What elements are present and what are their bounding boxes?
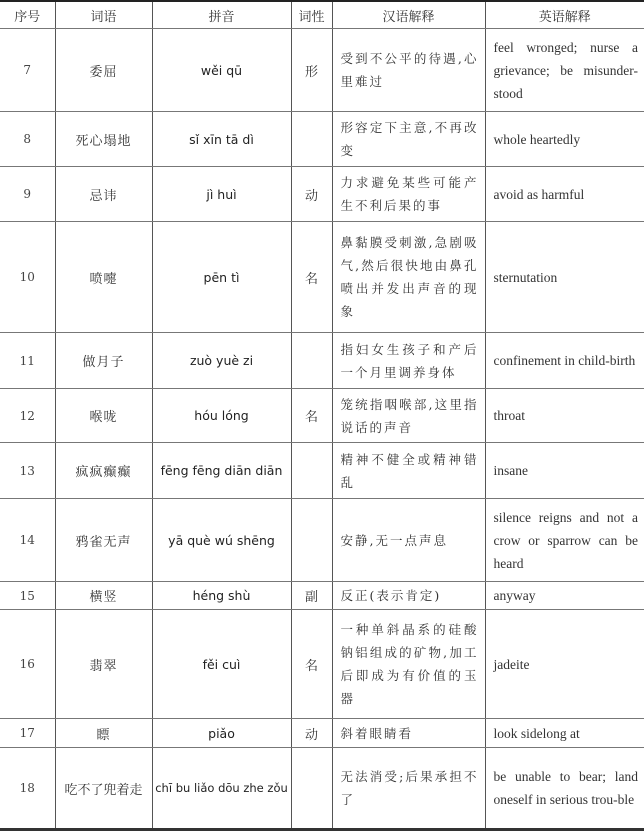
- row-index: 9: [0, 167, 55, 222]
- row-en-def: whole heartedly: [485, 112, 644, 167]
- row-pos: 名: [291, 610, 332, 719]
- row-en-def: be unable to bear; land oneself in serious trou-ble: [485, 748, 644, 830]
- row-pinyin: fēng fēng diān diān: [152, 443, 291, 499]
- row-zh-def: 受到不公平的待遇,心里难过: [332, 29, 485, 112]
- row-en-def: jadeite: [485, 610, 644, 719]
- row-pinyin: wěi qū: [152, 29, 291, 112]
- row-word: 死心塌地: [55, 112, 152, 167]
- row-zh-def: 指妇女生孩子和产后一个月里调养身体: [332, 333, 485, 389]
- row-index: 8: [0, 112, 55, 167]
- row-word: 忌讳: [55, 167, 152, 222]
- header-en-def: 英语解释: [485, 1, 644, 29]
- row-pinyin: fěi cuì: [152, 610, 291, 719]
- row-pos: 动: [291, 167, 332, 222]
- row-zh-def: 斜着眼睛看: [332, 719, 485, 748]
- row-en-def: throat: [485, 389, 644, 443]
- row-word: 喉咙: [55, 389, 152, 443]
- row-index: 17: [0, 719, 55, 748]
- row-en-def: look sidelong at: [485, 719, 644, 748]
- row-pos: 名: [291, 389, 332, 443]
- row-word: 鸦雀无声: [55, 499, 152, 582]
- row-pos: [291, 443, 332, 499]
- row-zh-def: 笼统指咽喉部,这里指说话的声音: [332, 389, 485, 443]
- row-pos: 动: [291, 719, 332, 748]
- row-pos: [291, 499, 332, 582]
- header-word: 词语: [55, 1, 152, 29]
- row-en-def: confinement in child-birth: [485, 333, 644, 389]
- row-index: 15: [0, 582, 55, 610]
- table-row: [0, 222, 644, 333]
- row-word: 吃不了兜着走: [55, 748, 152, 830]
- row-zh-def: 精神不健全或精神错乱: [332, 443, 485, 499]
- table-row: [0, 499, 644, 582]
- row-index: 11: [0, 333, 55, 389]
- table-row: [0, 582, 644, 610]
- row-pinyin: héng shù: [152, 582, 291, 610]
- row-pos: [291, 112, 332, 167]
- row-pos: 形: [291, 29, 332, 112]
- table-row: [0, 748, 644, 830]
- row-pos: 名: [291, 222, 332, 333]
- row-index: 18: [0, 748, 55, 830]
- row-pinyin: pēn tì: [152, 222, 291, 333]
- row-index: 7: [0, 29, 55, 112]
- row-en-def: silence reigns and not a crow or sparrow can be heard: [485, 499, 644, 582]
- row-en-def: feel wronged; nurse a grievance; be misunder-stood: [485, 29, 644, 112]
- row-index: 10: [0, 222, 55, 333]
- row-pos: [291, 748, 332, 830]
- table-row: [0, 167, 644, 222]
- row-pinyin: jì huì: [152, 167, 291, 222]
- table-row: [0, 112, 644, 167]
- row-zh-def: 鼻黏膜受刺激,急剧吸气,然后很快地由鼻孔喷出并发出声音的现象: [332, 222, 485, 333]
- row-word: 横竖: [55, 582, 152, 610]
- row-zh-def: 反正(表示肯定): [332, 582, 485, 610]
- row-pos: 副: [291, 582, 332, 610]
- table-row: [0, 29, 644, 112]
- table-row: [0, 443, 644, 499]
- table-row: [0, 719, 644, 748]
- row-pinyin: chī bu liǎo dōu zhe zǒu: [152, 748, 291, 830]
- row-word: 委屈: [55, 29, 152, 112]
- header-zh-def: 汉语解释: [332, 1, 485, 29]
- row-en-def: sternutation: [485, 222, 644, 333]
- header-pinyin: 拼音: [152, 1, 291, 29]
- row-pinyin: zuò yuè zi: [152, 333, 291, 389]
- row-pinyin: piǎo: [152, 719, 291, 748]
- table-row: [0, 610, 644, 719]
- row-zh-def: 力求避免某些可能产生不利后果的事: [332, 167, 485, 222]
- row-word: 瞟: [55, 719, 152, 748]
- row-en-def: avoid as harmful: [485, 167, 644, 222]
- header-pos: 词性: [291, 1, 332, 29]
- header-index: 序号: [0, 1, 55, 29]
- row-zh-def: 一种单斜晶系的硅酸钠铝组成的矿物,加工后即成为有价值的玉器: [332, 610, 485, 719]
- row-zh-def: 形容定下主意,不再改变: [332, 112, 485, 167]
- row-index: 16: [0, 610, 55, 719]
- row-zh-def: 安静,无一点声息: [332, 499, 485, 582]
- row-en-def: insane: [485, 443, 644, 499]
- row-pinyin: hóu lóng: [152, 389, 291, 443]
- table-header-row: [0, 1, 644, 29]
- row-index: 14: [0, 499, 55, 582]
- row-word: 翡翠: [55, 610, 152, 719]
- row-index: 13: [0, 443, 55, 499]
- row-word: 疯疯癫癫: [55, 443, 152, 499]
- table-row: [0, 389, 644, 443]
- row-word: 喷嚏: [55, 222, 152, 333]
- row-zh-def: 无法消受;后果承担不了: [332, 748, 485, 830]
- table-row: [0, 333, 644, 389]
- row-word: 做月子: [55, 333, 152, 389]
- row-pos: [291, 333, 332, 389]
- row-en-def: anyway: [485, 582, 644, 610]
- row-pinyin: yā què wú shēng: [152, 499, 291, 582]
- row-pinyin: sǐ xīn tā dì: [152, 112, 291, 167]
- row-index: 12: [0, 389, 55, 443]
